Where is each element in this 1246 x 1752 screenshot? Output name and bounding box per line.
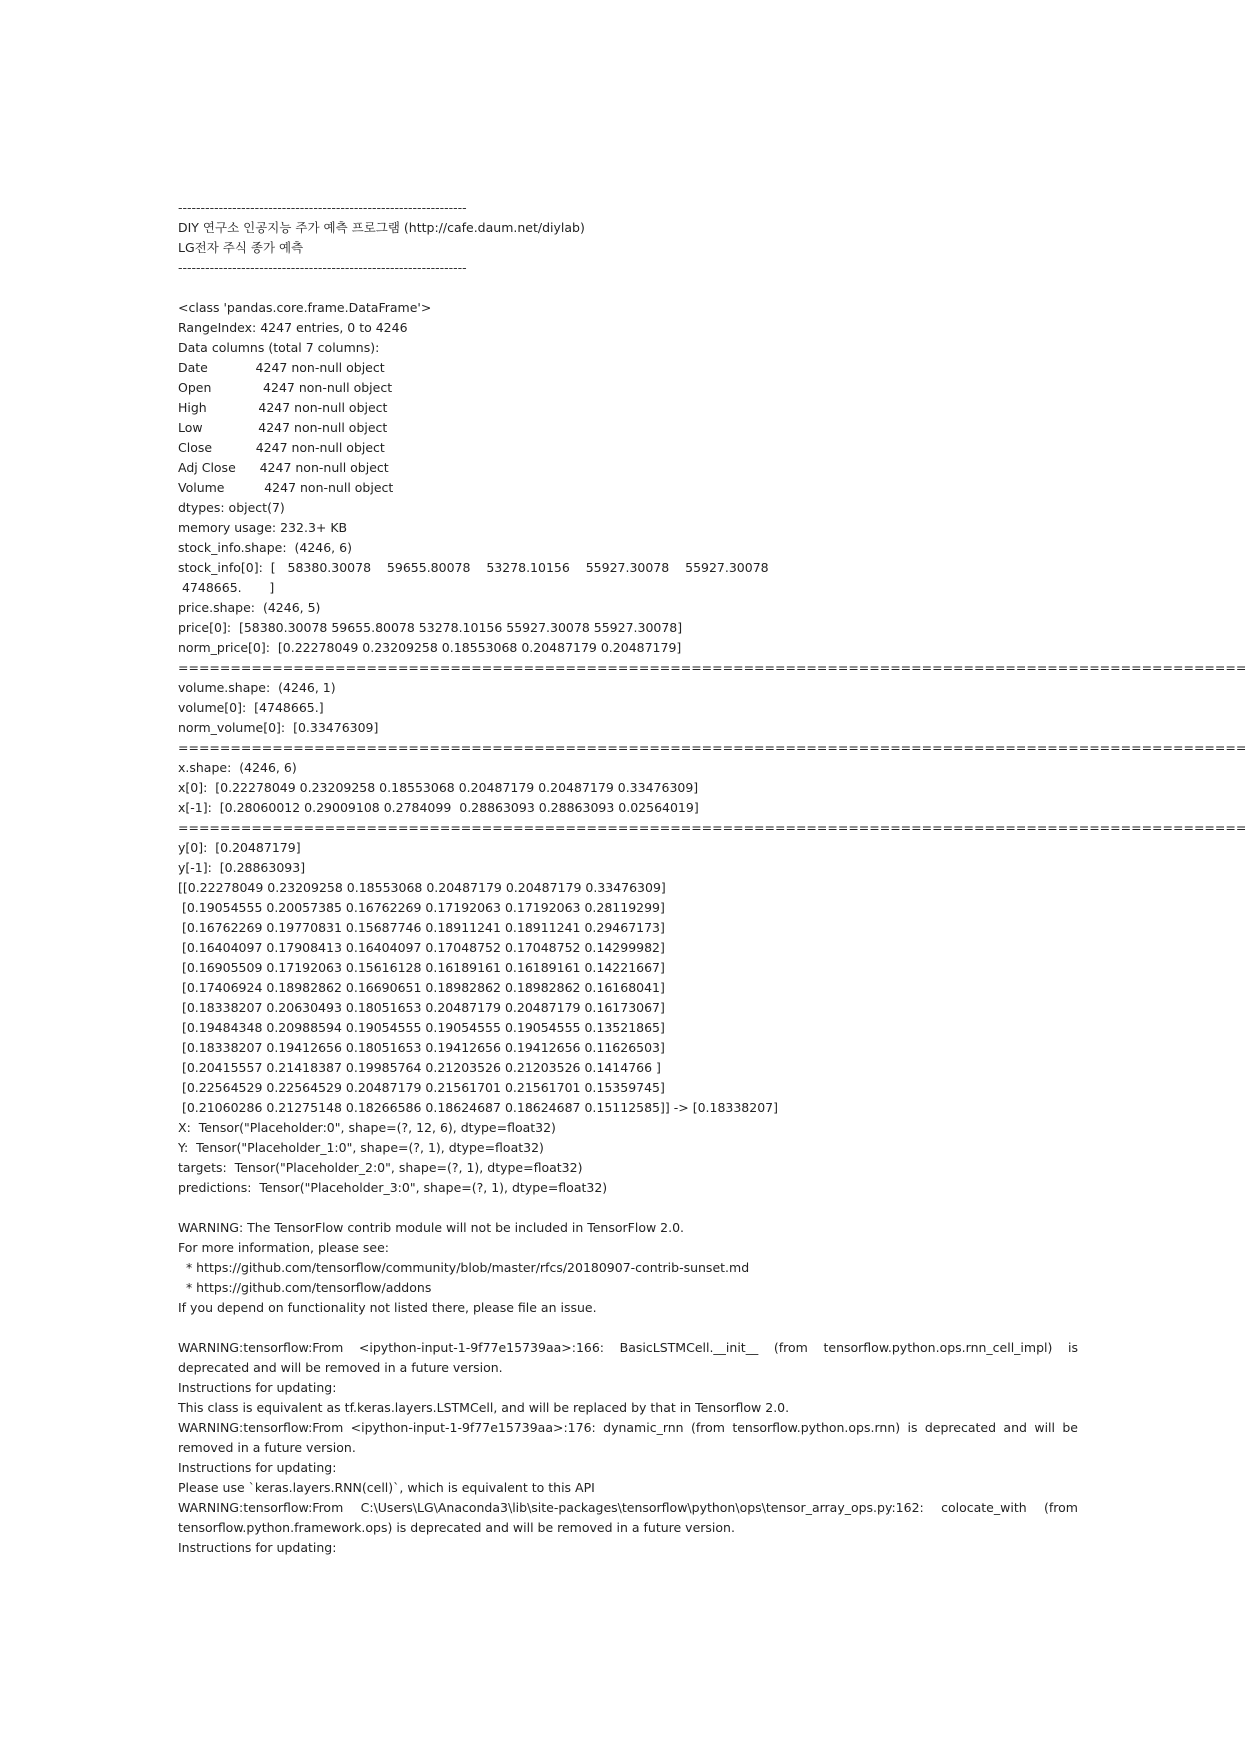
x-info xyxy=(178,758,1078,818)
program-subtitle: LG전자 주식 종가 예측 xyxy=(178,240,304,255)
separator-long: ====================================================================================================== xyxy=(178,820,1246,835)
info-line: Open 4247 non-null object xyxy=(178,380,393,395)
info-line: <class 'pandas.core.frame.DataFrame'> xyxy=(178,300,432,315)
info-line: stock_info.shape: (4246, 6) xyxy=(178,540,352,555)
separator-long: ====================================================================================================== xyxy=(178,740,1246,755)
deprecation-warnings xyxy=(178,1338,1078,1558)
matrix-row: [0.22564529 0.22564529 0.20487179 0.21561701 0.21561701 0.15359745] xyxy=(178,1080,665,1095)
matrix-row: [0.18338207 0.20630493 0.18051653 0.20487179 0.20487179 0.16173067] xyxy=(178,1000,665,1015)
y-line: y[-1]: [0.28863093] xyxy=(178,860,306,875)
volume-line: norm_volume[0]: [0.33476309] xyxy=(178,720,379,735)
volume-line: volume[0]: [4748665.] xyxy=(178,700,324,715)
volume-line: volume.shape: (4246, 1) xyxy=(178,680,336,695)
blank-line xyxy=(178,1318,1078,1338)
y-info xyxy=(178,838,1078,1198)
warning-line: WARNING: The TensorFlow contrib module will not be included in TensorFlow 2.0. xyxy=(178,1220,685,1235)
deprecation-warning: WARNING:tensorflow:From <ipython-input-1-9f77e15739aa>:176: dynamic_rnn (from tensorflow.python.ops.rnn) is deprecated and will be removed in a future version. xyxy=(178,1420,1078,1455)
info-line: Close 4247 non-null object xyxy=(178,440,385,455)
tensor-line: targets: Tensor("Placeholder_2:0", shape=(?, 1), dtype=float32) xyxy=(178,1160,583,1175)
info-line: dtypes: object(7) xyxy=(178,500,285,515)
info-line: Low 4247 non-null object xyxy=(178,420,388,435)
tensor-line: Y: Tensor("Placeholder_1:0", shape=(?, 1), dtype=float32) xyxy=(178,1140,544,1155)
console-output xyxy=(178,198,1246,1558)
matrix-row: [0.16404097 0.17908413 0.16404097 0.17048752 0.17048752 0.14299982] xyxy=(178,940,665,955)
deprecation-warning: WARNING:tensorflow:From <ipython-input-1-9f77e15739aa>:166: BasicLSTMCell.__init__ (from tensorflow.python.ops.rnn_cell_impl) is deprecated and will be removed in a future version. xyxy=(178,1340,1078,1375)
warning-link: * https://github.com/tensorflow/addons xyxy=(178,1280,432,1295)
warning-line: For more information, please see: xyxy=(178,1240,389,1255)
info-line: Date 4247 non-null object xyxy=(178,360,385,375)
instructions-label: Instructions for updating: xyxy=(178,1380,337,1395)
info-line: price[0]: [58380.30078 59655.80078 53278.10156 55927.30078 55927.30078] xyxy=(178,620,683,635)
instructions-text: Please use `keras.layers.RNN(cell)`, which is equivalent to this API xyxy=(178,1480,595,1495)
matrix-row: [0.16762269 0.19770831 0.15687746 0.18911241 0.18911241 0.29467173] xyxy=(178,920,665,935)
matrix-row: [[0.22278049 0.23209258 0.18553068 0.20487179 0.20487179 0.33476309] xyxy=(178,880,666,895)
x-line: x[0]: [0.22278049 0.23209258 0.18553068 0.20487179 0.20487179 0.33476309] xyxy=(178,780,699,795)
y-line: y[0]: [0.20487179] xyxy=(178,840,301,855)
x-line: x[-1]: [0.28060012 0.29009108 0.2784099 0.28863093 0.28863093 0.02564019] xyxy=(178,800,699,815)
instructions-label: Instructions for updating: xyxy=(178,1460,337,1475)
info-line: Adj Close 4247 non-null object xyxy=(178,460,389,475)
matrix-row: [0.20415557 0.21418387 0.19985764 0.21203526 0.21203526 0.1414766 ] xyxy=(178,1060,661,1075)
matrix-row: [0.18338207 0.19412656 0.18051653 0.19412656 0.19412656 0.11626503] xyxy=(178,1040,665,1055)
matrix-row: [0.19484348 0.20988594 0.19054555 0.19054555 0.19054555 0.13521865] xyxy=(178,1020,665,1035)
info-line: price.shape: (4246, 5) xyxy=(178,600,321,615)
info-line: Data columns (total 7 columns): xyxy=(178,340,380,355)
tensor-line: X: Tensor("Placeholder:0", shape=(?, 12, 6), dtype=float32) xyxy=(178,1120,556,1135)
info-line: memory usage: 232.3+ KB xyxy=(178,520,348,535)
deprecation-warning: WARNING:tensorflow:From C:\Users\LG\Anaconda3\lib\site-packages\tensorflow\python\ops\tensor_array_ops.py:162: colocate_with (from tensorflow.python.framework.ops) is deprecated and will be removed in a future version. xyxy=(178,1500,1078,1535)
warning-line: If you depend on functionality not listed there, please file an issue. xyxy=(178,1300,597,1315)
info-line: stock_info[0]: [ 58380.30078 59655.80078 53278.10156 55927.30078 55927.30078 xyxy=(178,560,769,575)
tensor-line: predictions: Tensor("Placeholder_3:0", shape=(?, 1), dtype=float32) xyxy=(178,1180,608,1195)
matrix-row: [0.17406924 0.18982862 0.16690651 0.18982862 0.18982862 0.16168041] xyxy=(178,980,665,995)
separator-top: ---------------------------------------------------------------- xyxy=(178,200,467,215)
instructions-label: Instructions for updating: xyxy=(178,1540,337,1555)
info-line: RangeIndex: 4247 entries, 0 to 4246 xyxy=(178,320,408,335)
blank-line xyxy=(178,1198,1078,1218)
info-line: norm_price[0]: [0.22278049 0.23209258 0.18553068 0.20487179 0.20487179] xyxy=(178,640,682,655)
separator-top-bottom: ---------------------------------------------------------------- xyxy=(178,260,467,275)
blank-line xyxy=(178,278,1078,298)
warning-link: * https://github.com/tensorflow/community/blob/master/rfcs/20180907-contrib-sunset.md xyxy=(178,1260,750,1275)
contrib-warning xyxy=(178,1218,1078,1318)
matrix-row: [0.21060286 0.21275148 0.18266586 0.18624687 0.18624687 0.15112585]] -> [0.18338207] xyxy=(178,1100,778,1115)
program-title: DIY 연구소 인공지능 주가 예측 프로그램 (http://cafe.daum.net/diylab) xyxy=(178,220,585,235)
info-line: High 4247 non-null object xyxy=(178,400,388,415)
info-line: 4748665. ] xyxy=(178,580,275,595)
x-line: x.shape: (4246, 6) xyxy=(178,760,297,775)
matrix-row: [0.19054555 0.20057385 0.16762269 0.17192063 0.17192063 0.28119299] xyxy=(178,900,665,915)
volume-info xyxy=(178,678,1078,738)
dataframe-info xyxy=(178,298,1078,658)
separator-long: ====================================================================================================== xyxy=(178,660,1246,675)
matrix-row: [0.16905509 0.17192063 0.15616128 0.16189161 0.16189161 0.14221667] xyxy=(178,960,665,975)
instructions-text: This class is equivalent as tf.keras.layers.LSTMCell, and will be replaced by that in Tensorflow 2.0. xyxy=(178,1400,790,1415)
info-line: Volume 4247 non-null object xyxy=(178,480,394,495)
